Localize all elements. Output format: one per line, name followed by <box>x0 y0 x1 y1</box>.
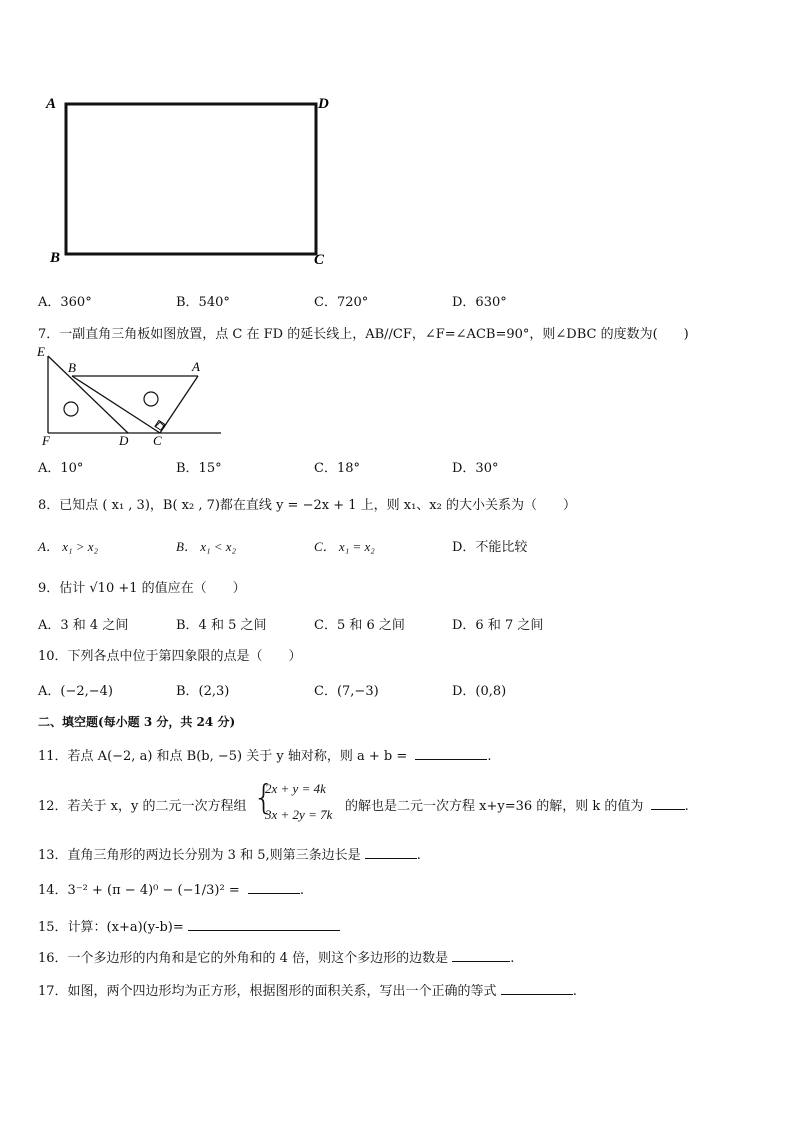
rectangle-figure <box>40 90 340 270</box>
q6-option-c: C．720° <box>314 295 369 310</box>
q12-suffix-line: 的解也是二元一次方程 x+y=36 的解，则 k 的值为 . <box>345 799 689 814</box>
q8-option-b: B． x₁ < x₂ <box>176 539 237 554</box>
q7-option-c: C．18° <box>314 461 360 476</box>
q7-option-d: D．30° <box>452 461 499 476</box>
q10-option-b: B．(2,3) <box>176 684 230 699</box>
q13-answer-blank[interactable] <box>365 846 417 859</box>
triangle-figure <box>34 342 234 452</box>
q16-text: 16．一个多边形的内角和是它的外角和的 4 倍，则这个多边形的边数是 <box>38 951 449 966</box>
q10-option-c: C．(7,−3) <box>314 684 379 699</box>
q17-text: 17．如图，两个四边形均为正方形，根据图形的面积关系，写出一个正确的等式 <box>38 984 497 999</box>
q14-line: 14．3⁻² + (π − 4)⁰ − (−1/3)² = . <box>38 883 305 898</box>
q17-line: 17．如图，两个四边形均为正方形，根据图形的面积关系，写出一个正确的等式 . <box>38 984 577 999</box>
q11-answer-blank[interactable] <box>415 747 487 760</box>
q12-suffix: 的解也是二元一次方程 x+y=36 的解，则 k 的值为 <box>345 799 644 814</box>
q9-option-c: C．5 和 6 之间 <box>314 618 405 633</box>
vertex-label-c2: C <box>153 433 162 448</box>
q9-option-d: D．6 和 7 之间 <box>452 618 544 633</box>
q6-option-d: D．630° <box>452 295 507 310</box>
vertex-label-d2: D <box>119 433 129 448</box>
q6-option-b: B．540° <box>176 295 230 310</box>
vertex-label-f: F <box>42 433 50 448</box>
vertex-label-e: E <box>37 344 45 359</box>
q8-option-d: D．不能比较 <box>452 540 528 555</box>
q9-option-b: B．4 和 5 之间 <box>176 618 267 633</box>
vertex-label-a: A <box>46 96 57 112</box>
q14-answer-blank[interactable] <box>248 881 300 894</box>
q10-text: 10．下列各点中位于第四象限的点是（ ） <box>38 649 302 664</box>
vertex-label-b: B <box>50 250 61 266</box>
q8-option-a: A． x₁ > x₂ <box>38 539 99 554</box>
q16-answer-blank[interactable] <box>452 949 510 962</box>
q17-answer-blank[interactable] <box>501 982 573 995</box>
q9-option-a: A．3 和 4 之间 <box>38 618 129 633</box>
q12-prefix: 12．若关于 x，y 的二元一次方程组 <box>38 799 247 814</box>
q7-option-b: B．15° <box>176 461 222 476</box>
q15-line <box>38 916 340 935</box>
q11-text: 11．若点 A(−2, a) 和点 B(b, −5) 关于 y 轴对称，则 a + b = <box>38 749 408 764</box>
q12-equation-1: 2x + y = 4k <box>265 781 326 796</box>
q10-option-a: A．(−2,−4) <box>38 684 113 699</box>
q9-text: 9．估计 √10 +1 的值应在（ ） <box>38 581 246 596</box>
q12-equation-2: 3x + 2y = 7k <box>265 807 333 822</box>
q7-option-a: A．10° <box>38 461 84 476</box>
q16-line: 16．一个多边形的内角和是它的外角和的 4 倍，则这个多边形的边数是 . <box>38 951 515 966</box>
q11-line: 11．若点 A(−2, a) 和点 B(b, −5) 关于 y 轴对称，则 a + b = . <box>38 749 492 764</box>
q13-text: 13．直角三角形的两边长分别为 3 和 5,则第三条边长是 <box>38 848 361 863</box>
vertex-label-b2: B <box>68 360 76 375</box>
vertex-label-c: C <box>314 252 325 268</box>
q13-line: 13．直角三角形的两边长分别为 3 和 5,则第三条边长是 . <box>38 848 421 863</box>
q15-text: 15．计算：(x+a)(y-b)= <box>38 920 184 935</box>
q12-answer-blank[interactable] <box>651 797 685 810</box>
section-title: 二、填空题(每小题 3 分，共 24 分) <box>38 715 236 729</box>
brace-icon: { <box>253 778 275 818</box>
q8-text: 8．已知点 ( x₁ , 3)，B( x₂ , 7)都在直线 y = −2x + 1 上，则 x₁、x₂ 的大小关系为（ ） <box>38 498 576 513</box>
vertex-label-a2: A <box>192 359 200 374</box>
q10-option-d: D．(0,8) <box>452 684 507 699</box>
q6-option-a: A．360° <box>38 295 92 310</box>
vertex-label-d: D <box>318 96 329 112</box>
q15-answer-blank[interactable] <box>188 918 340 931</box>
q14-text: 14．3⁻² + (π − 4)⁰ − (−1/3)² = <box>38 883 240 898</box>
q7-text: 7．一副直角三角板如图放置，点 C 在 FD 的延长线上，AB//CF，∠F=∠ACB=90°，则∠DBC 的度数为( ) <box>38 327 689 342</box>
q8-option-c: C． x₁ = x₂ <box>314 539 375 554</box>
